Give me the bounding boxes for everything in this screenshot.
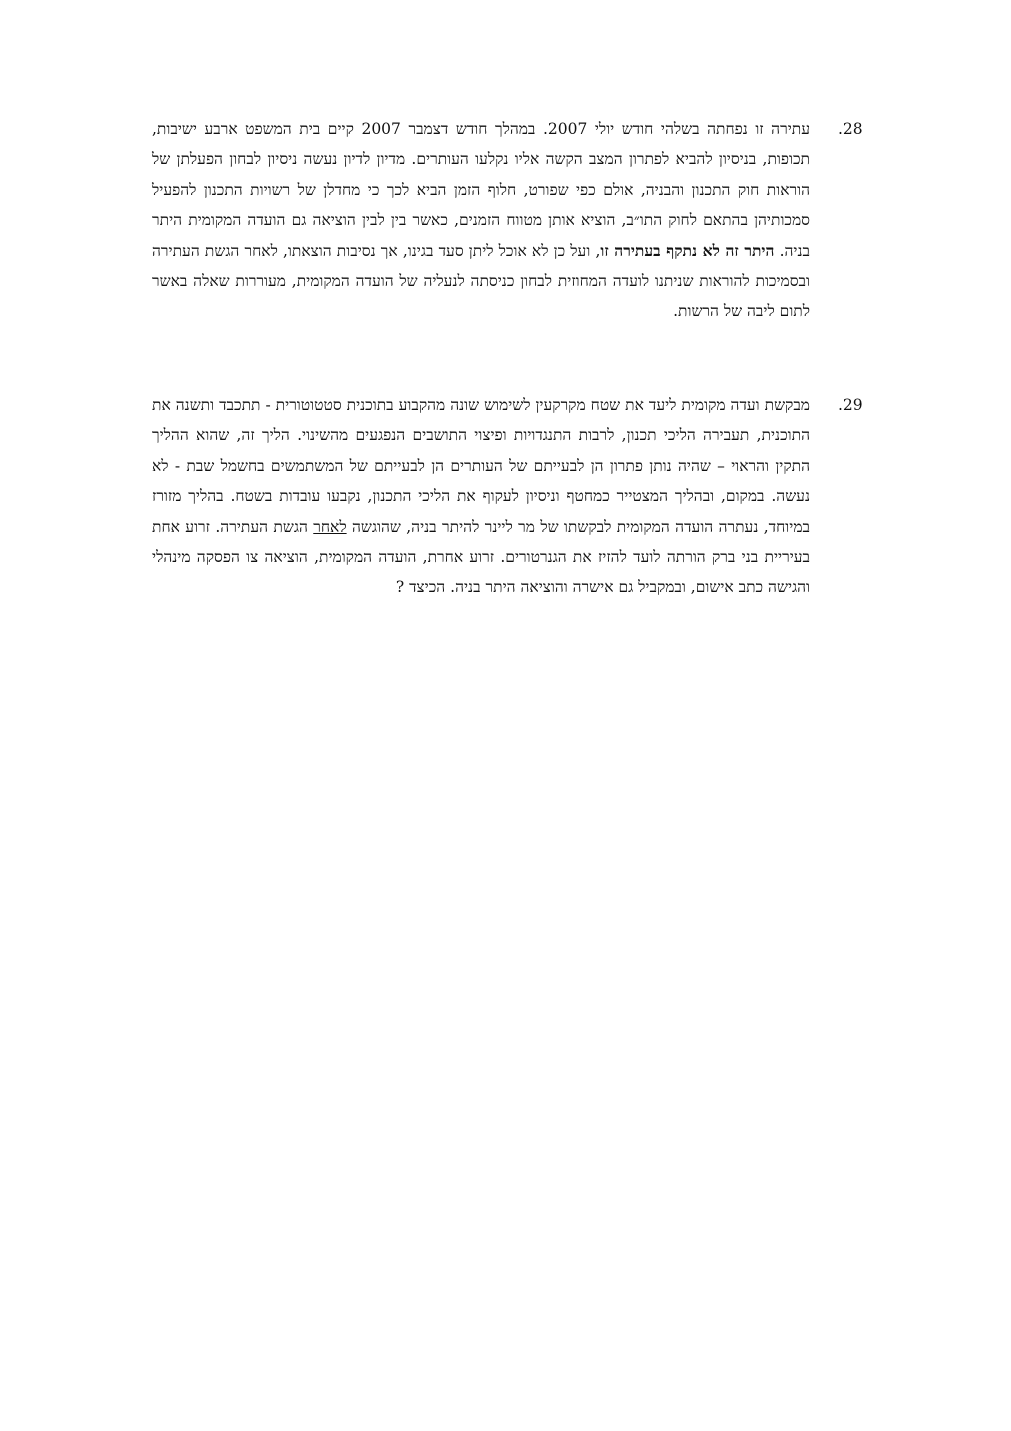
bold-emphasis: היתר זה לא נתקף בעתירה זו (600, 240, 775, 260)
paragraph-text: עתירה זו נפחתה בשלהי חודש יולי 2007. במהלך חודש דצמבר 2007 קיים בית המשפט ארבע ישיבות, תכופות, בניסיון להביא לפתרון המצב הקשה אליו נקלעו העותרים. מדיון לדיון נעשה ניסיון לבחון הפעלתן של הוראות חוק התכנון והבניה, אולם כפי שפורט, חלוף הזמן הביא לכך כי מחדלן של רשויות התכנון להפעיל סמכותיהן בהתאם לחוק התו״ב, הוציא אותן מטווח הזמנים, כאשר בין לבין הוציאה גם הועדה המקומית היתר בניה. (152, 120, 810, 260)
underlined-emphasis: לאחר (313, 517, 347, 536)
paragraph-text: הגשת העתירה. זרוע אחת בעיריית בני ברק הורתה לועד להזיז את הגנרטורים. זרוע אחרת, הועדה המקומית, הוציאה צו הפסקה מינהלי והגישה כתב אישום, ובמקביל גם אישרה והוציאה היתר בניה. הכיצד ? (152, 517, 810, 597)
paragraph-number: .29 (838, 396, 863, 414)
paragraph-text: , ועל כן לא אוכל ליתן סעד בגינו, אך נסיבות הוצאתו, לאחר הגשת העתירה ובסמיכות להוראות שניתנו לועדה המחוזית לבחון כניסתה לנעליה של הועדה המקומית, מעוררות שאלה באשר לתום ליבה של הרשות. (152, 241, 810, 321)
paragraph-number: .28 (838, 120, 863, 138)
paragraph-28 (152, 114, 810, 327)
paragraph-text: מבקשת ועדה מקומית ליעד את שטח מקרקעין לשימוש שונה מהקבוע בתוכנית סטטוטורית - תתכבד ותשנה את התוכנית, תעבירה הליכי תכנון, לרבות התנגדויות ופיצוי התושבים הנפגעים מהשינוי. הליך זה, שהוא ההליך התקין והראוי – שהיה נותן פתרון הן לבעייתם של העותרים הן לבעייתם של המשתמשים בחשמל שבת - לא נעשה. במקום, ובהליך המצטייר כמחטף וניסיון לעקוף את הליכי התכנון, נקבעו עובדות בשטח. בהליך מזורז במיוחד, נעתרה הועדה המקומית לבקשתו של מר ליינר להיתר בניה, שהוגשה (152, 396, 810, 536)
paragraph-29 (152, 390, 810, 603)
